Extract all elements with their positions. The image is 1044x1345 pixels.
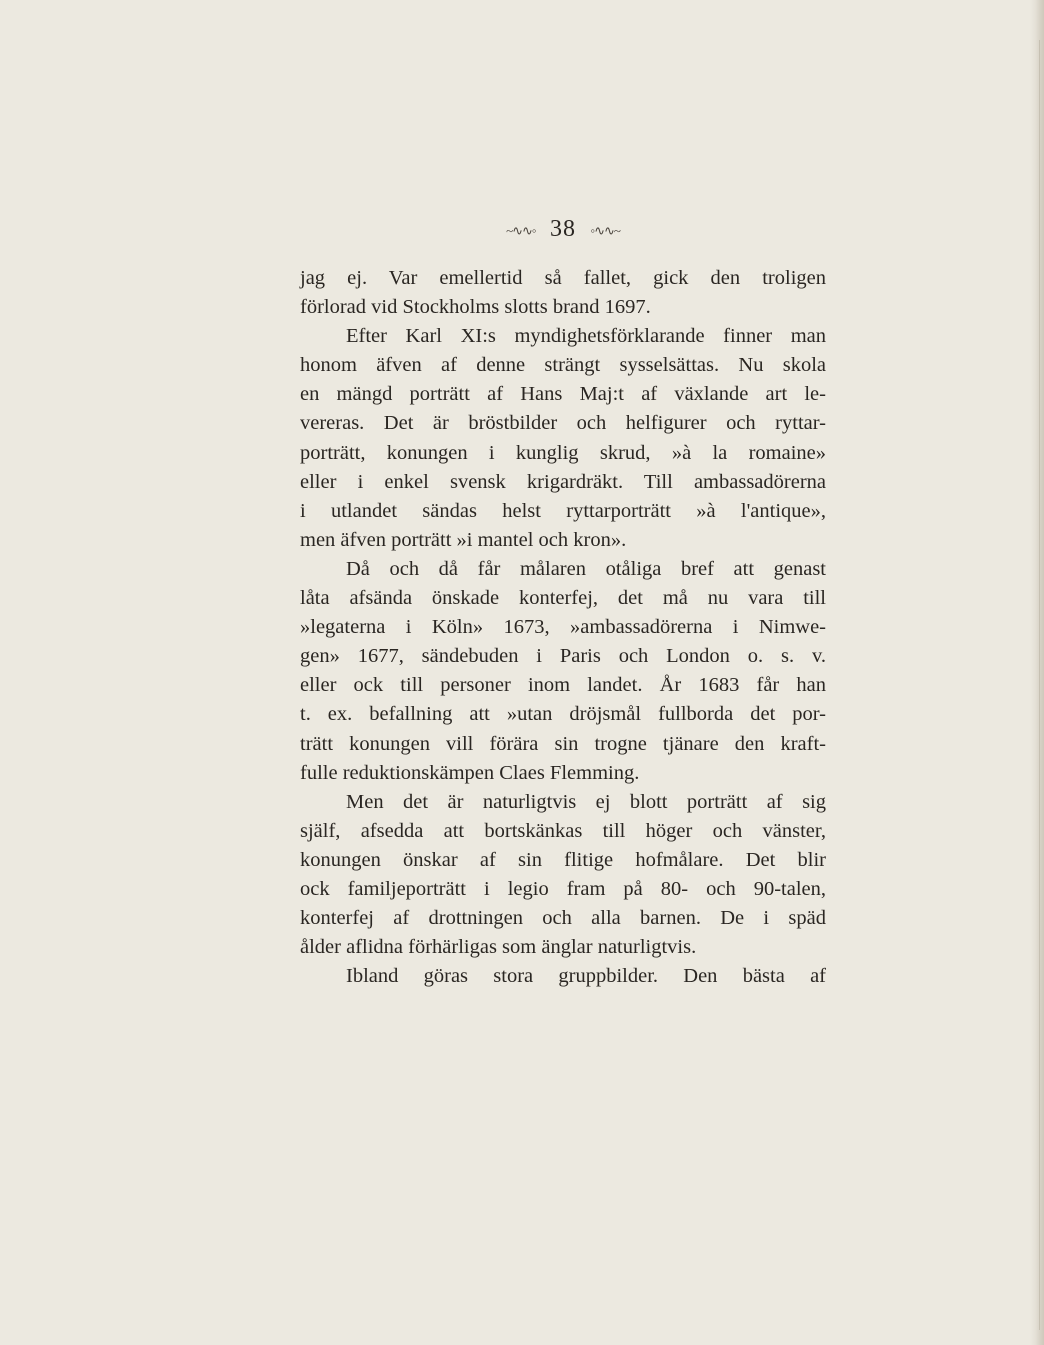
page-number: 38 xyxy=(550,216,576,242)
text-line: låta afsända önskade konterfej, det må nu vara till xyxy=(300,587,826,610)
ornament-left-icon: ~∿∿◦ xyxy=(506,222,536,238)
page-edge xyxy=(1030,0,1044,1345)
text-line: eller i enkel svensk krigardräkt. Till ambassadörerna xyxy=(300,470,826,493)
text-line: förlorad vid Stockholms slotts brand 1697. xyxy=(300,296,651,319)
text-line: gen» 1677, sändebuden i Paris och London o. s. v. xyxy=(300,645,826,668)
ornament-right-icon: ◦∿∿~ xyxy=(590,222,620,238)
text-line: trätt konungen vill förära sin trogne tjänare den kraft- xyxy=(300,732,826,755)
text-line: Ibland göras stora gruppbilder. Den bästa af xyxy=(346,965,826,988)
text-line: konterfej af drottningen och alla barnen. De i späd xyxy=(300,907,826,930)
text-line: själf, afsedda att bortskänkas till höger och vänster, xyxy=(300,819,826,842)
text-line: ålder aflidna förhärligas som änglar naturligtvis. xyxy=(300,936,697,959)
text-line: konungen önskar af sin flitige hofmålare. Det blir xyxy=(300,848,826,871)
text-line: i utlandet sändas helst ryttarporträtt »à l'antique», xyxy=(300,499,826,522)
text-line: ock familjeporträtt i legio fram på 80- och 90-talen, xyxy=(300,877,826,900)
text-line: jag ej. Var emellertid så fallet, gick den troligen xyxy=(300,267,826,289)
text-line: eller ock till personer inom landet. År 1683 får han xyxy=(300,674,826,697)
text-line: Då och då får målaren otåliga bref att genast xyxy=(346,557,826,580)
body-text xyxy=(300,264,826,991)
text-line: Men det är naturligtvis ej blott porträtt af sig xyxy=(346,790,826,813)
text-line: porträtt, konungen i kunglig skrud, »à la romaine» xyxy=(300,441,826,464)
page-header xyxy=(300,216,826,243)
text-line: en mängd porträtt af Hans Maj:t af växlande art le- xyxy=(300,383,826,406)
text-line: »legaterna i Köln» 1673, »ambassadörerna i Nimwe- xyxy=(300,616,826,639)
text-line: men äfven porträtt »i mantel och kron». xyxy=(300,528,627,551)
text-line: t. ex. befallning att »utan dröjsmål fullborda det por- xyxy=(300,703,826,726)
page-edge-line xyxy=(1039,40,1040,1330)
text-line: Efter Karl XI:s myndighetsförklarande finner man xyxy=(346,325,826,348)
text-line: honom äfven af denne strängt sysselsättas. Nu skola xyxy=(300,354,826,377)
text-line: vereras. Det är bröstbilder och helfigurer och ryttar- xyxy=(300,412,826,435)
text-line: fulle reduktionskämpen Claes Flemming. xyxy=(300,761,640,784)
